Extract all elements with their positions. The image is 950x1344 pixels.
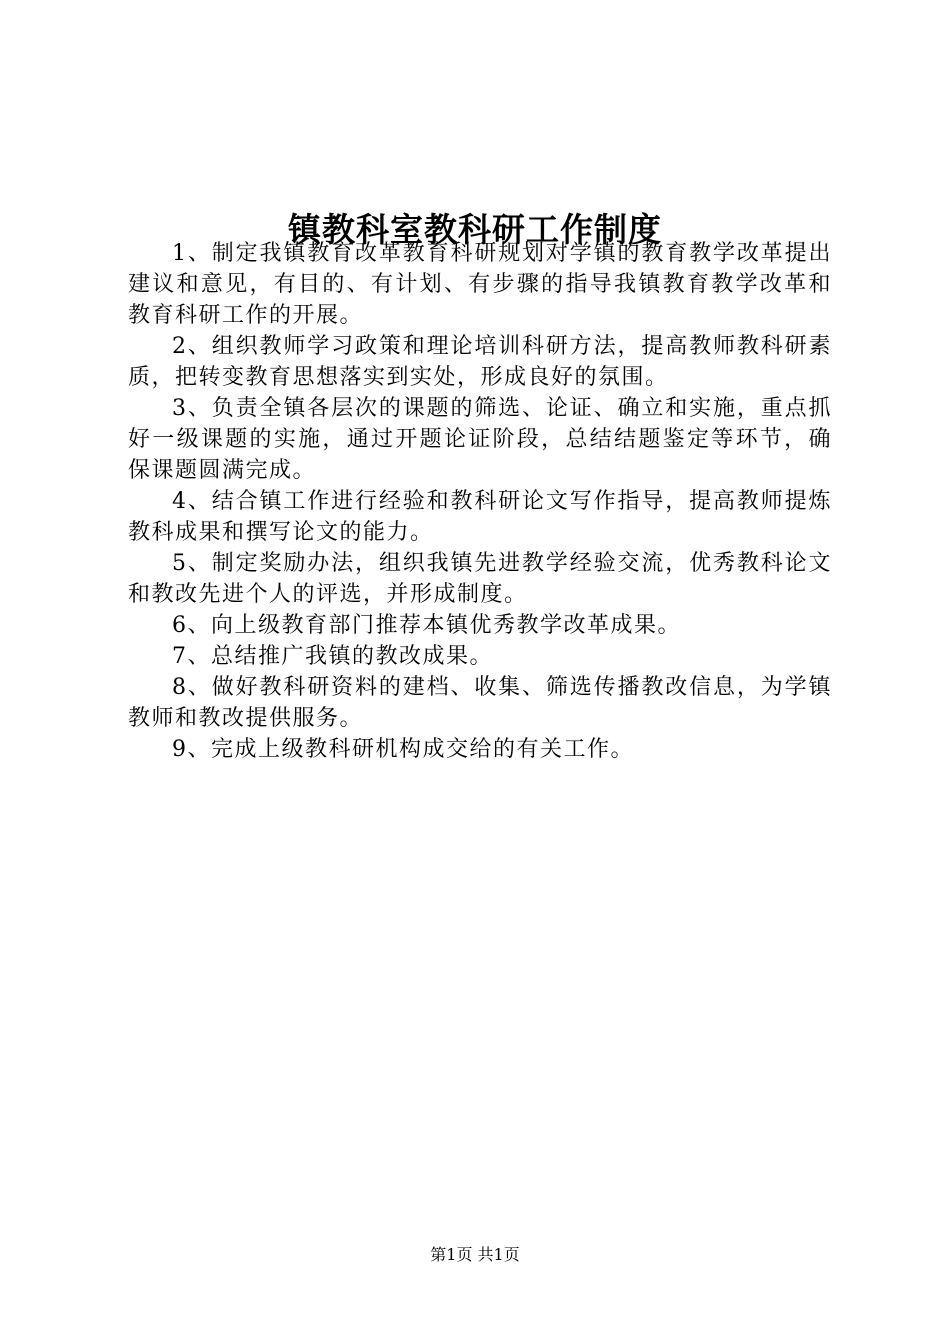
paragraph-7: 7、总结推广我镇的教改成果。 [172,644,493,669]
paragraph-3: 3、负责全镇各层次的课题的筛选、论证、确立和实施，重点抓好一级课题的实施，通过开题论证阶段，总结结题鉴定等环节，确保课题圆满完成。 [128,396,832,483]
paragraph-1: 1、制定我镇教育改革教育科研规划对学镇的教育教学改革提出建议和意见，有目的、有计划、有步骤的指导我镇教育教学改革和教育科研工作的开展。 [128,241,832,328]
paragraph-9: 9、完成上级教科研机构成交给的有关工作。 [172,737,634,762]
paragraph-4: 4、结合镇工作进行经验和教科研论文写作指导，提高教师提炼教科成果和撰写论文的能力。 [128,489,832,545]
page-footer: 第1页 共1页 [430,1245,520,1264]
document-body [128,238,832,765]
paragraph-2: 2、组织教师学习政策和理论培训科研方法，提高教师教科研素质，把转变教育思想落实到实处，形成良好的氛围。 [128,334,832,390]
paragraph-5: 5、制定奖励办法，组织我镇先进教学经验交流，优秀教科论文和教改先进个人的评选，并形成制度。 [128,551,832,607]
paragraph-6: 6、向上级教育部门推荐本镇优秀教学改革成果。 [172,613,681,638]
paragraph-8: 8、做好教科研资料的建档、收集、筛选传播教改信息，为学镇教师和教改提供服务。 [128,675,832,731]
document-title: 镇教科室教科研工作制度 [288,210,662,250]
